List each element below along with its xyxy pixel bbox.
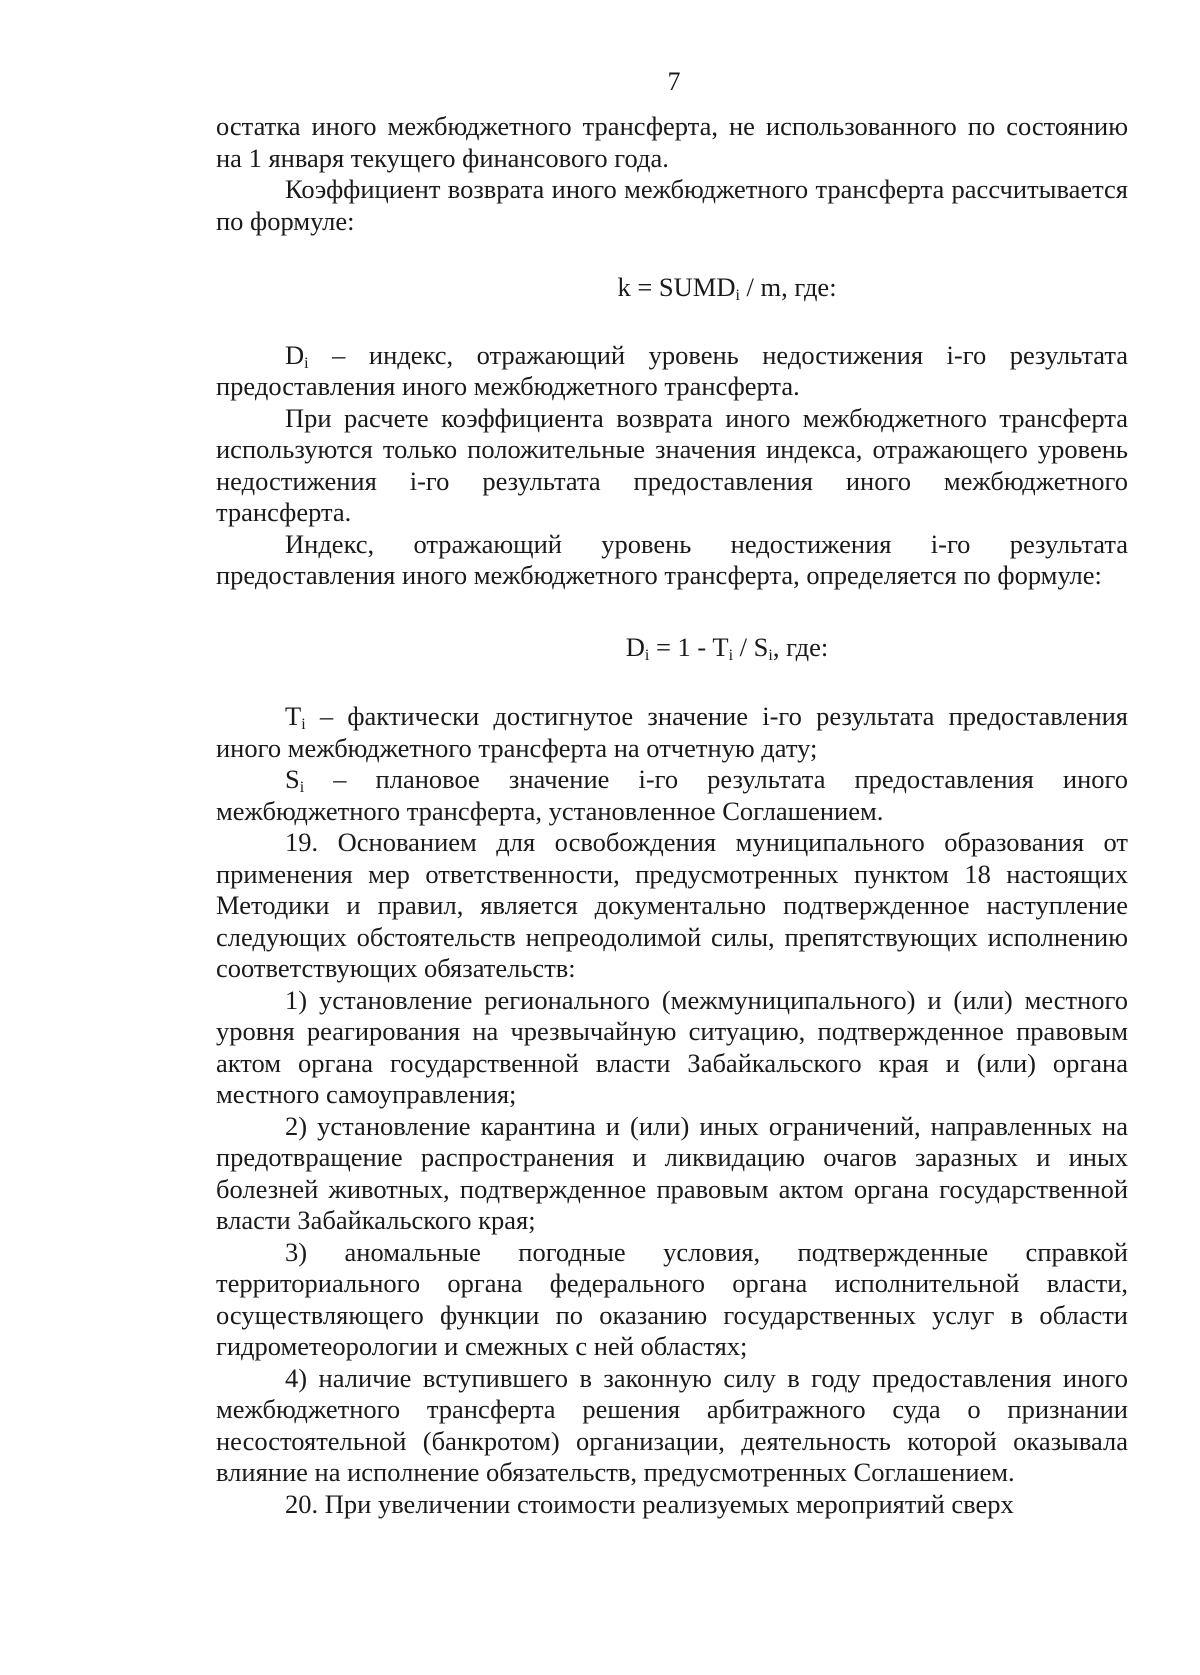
paragraph-10: 2) установление карантина и (или) иных ограничений, направленных на предотвращение распространения и ликвидацию очагов заразных и иных болезней животных, подтвержденное правовым актом органа государственной власти Забайкальского края;	[216, 1110, 1128, 1235]
paragraph-6-text: – фактически достигнутое значение i-го результата предоставления иного межбюджетного трансферта на отчетную дату;	[216, 701, 1128, 763]
formula-1-post: / m, где:	[739, 272, 837, 302]
symbol-d: D	[285, 339, 305, 370]
formula-index	[216, 632, 1128, 664]
symbol-t: T	[285, 701, 302, 731]
paragraph-8: 19. Основанием для освобождения муниципального образования от применения мер ответственности, предусмотренных пунктом 18 настоящих Методики и правил, является документально подтвержденное наступление следующих обстоятельств непреодолимой силы, препятствующих исполнению соответствующих обязательств:	[216, 827, 1128, 983]
formula-2-a-sub: i	[644, 646, 650, 664]
paragraph-9: 1) установление регионального (межмуниципального) и (или) местного уровня реагирования на чрезвычайную ситуацию, подтвержденное правовым актом органа государственной власти Забайкальского края и (или) органа местного самоуправления;	[216, 984, 1128, 1109]
paragraph-12: 4) наличие вступившего в законную силу в году предоставления иного межбюджетного трансферта решения арбитражного суда о признании несостоятельной (банкротом) организации, деятельность которой оказывала влияние на исполнение обязательств, предусмотренных Соглашением.	[216, 1362, 1128, 1487]
symbol-s: S	[285, 764, 300, 794]
symbol-t-sub: i	[301, 716, 306, 733]
formula-coefficient	[216, 272, 1128, 304]
formula-2-b: = 1 - T	[649, 631, 729, 662]
formula-2-d: , где:	[772, 631, 829, 662]
paragraph-11: 3) аномальные погодные условия, подтвержденные справкой территориального органа федерального органа исполнительной власти, осуществляющего функции по оказанию государственных услуг в области гидрометеорологии и смежных с ней областях;	[216, 1236, 1128, 1361]
formula-2-b-sub: i	[728, 646, 734, 664]
symbol-s-sub: i	[299, 779, 305, 796]
paragraph-2: Коэффициент возврата иного межбюджетного трансферта рассчитывается по формуле:	[216, 174, 1128, 236]
formula-1-pre: k = SUMD	[617, 272, 736, 302]
paragraph-7-text: – плановое значение i-го результата предоставления иного межбюджетного трансферта, установленное Соглашением.	[216, 764, 1128, 826]
symbol-d-sub: i	[304, 354, 309, 372]
formula-2-c: / S	[733, 631, 769, 662]
paragraph-3	[216, 340, 1128, 403]
paragraph-5: Индекс, отражающий уровень недостижения i-го результата предоставления иного межбюджетного трансферта, определяется по формуле:	[216, 528, 1128, 590]
paragraph-7	[216, 764, 1128, 827]
document-body	[216, 111, 1128, 1520]
page-number: 7	[667, 67, 681, 96]
paragraph-4: При расчете коэффициента возврата иного межбюджетного трансферта используются только положительные значения индекса, отражающего уровень недостижения i-го результата предоставления иного межбюджетного трансферта.	[216, 402, 1128, 527]
formula-1-sub: i	[735, 287, 740, 304]
formula-2-a: D	[625, 631, 645, 662]
paragraph-1: остатка иного межбюджетного трансферта, не использованного по состоянию на 1 января текущего финансового года.	[216, 111, 1128, 173]
paragraph-13: 20. При увеличении стоимости реализуемых мероприятий сверх	[285, 1488, 1014, 1519]
paragraph-6	[216, 701, 1128, 764]
formula-2-c-sub: i	[768, 646, 773, 664]
paragraph-3-text: – индекс, отражающий уровень недостижения i-го результата предоставления иного межбюджетного трансферта.	[216, 339, 1128, 401]
